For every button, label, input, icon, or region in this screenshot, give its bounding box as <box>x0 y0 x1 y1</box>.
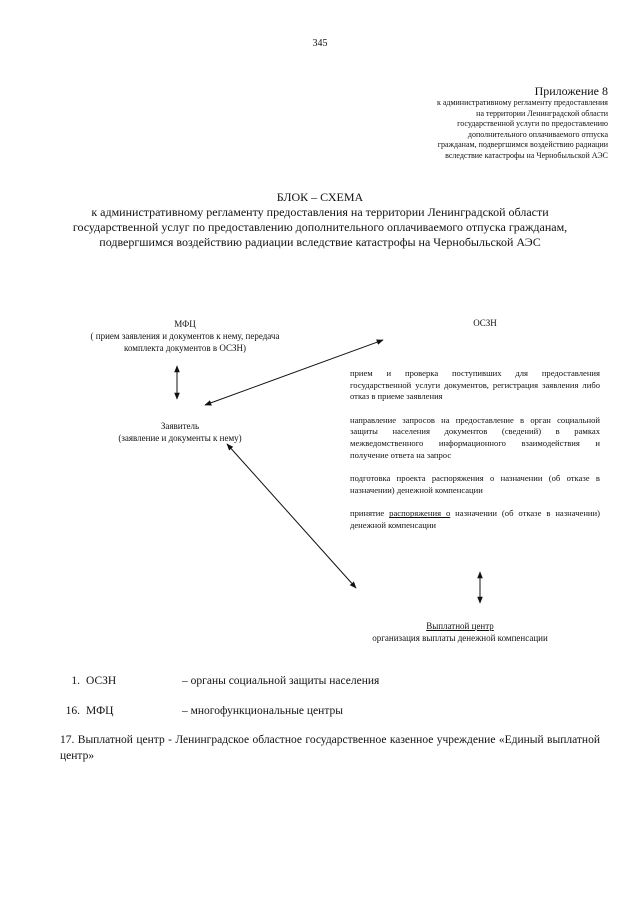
legend-abbr: МФЦ <box>86 705 114 717</box>
mfc-description: ( прием заявления и документов к нему, передача <box>90 331 280 341</box>
appendix-line: гражданам, подвергшимся воздействию радиации <box>437 140 608 149</box>
appendix-line: дополнительного оплачиваемого отпуска <box>467 129 608 139</box>
step-text: направление запросов на предоставление в орган социальной защиты населения документов (сведений) в рамках межведомственного информационного взаимодействия и получение ответа на запрос <box>350 414 600 460</box>
step-4-underlined: распоряжения о <box>389 508 451 519</box>
appendix-line: вследствие катастрофы на Чернобыльской АЭС <box>445 150 608 160</box>
applicant-label: Заявитель <box>160 421 200 431</box>
legend-item-mfc <box>60 703 600 719</box>
appendix-title: Приложение 8 <box>534 84 608 98</box>
payment-center-description: организация выплаты денежной компенсации <box>372 633 548 643</box>
legend-number: 16. <box>65 705 80 717</box>
page-number: 345 <box>312 38 328 49</box>
arrow-applicant-payment <box>227 444 356 588</box>
legend-abbr: ОСЗН <box>86 675 117 687</box>
osn-label: ОСЗН <box>473 318 497 328</box>
legend-item-osn <box>60 673 600 689</box>
step-4-after: назначении (об отказе в назначении) денежной компенсации <box>350 508 600 530</box>
appendix-line: государственной услуги по предоставлению <box>457 119 608 128</box>
step-text: подготовка проекта распоряжения о назначении (об отказе в назначении) денежной компенсации <box>350 473 600 495</box>
title-heading: БЛОК – СХЕМА <box>276 190 364 204</box>
legend-number: 1. <box>71 675 80 687</box>
appendix-line: к административному регламенту предоставления <box>436 98 608 107</box>
mfc-label: МФЦ <box>174 319 196 329</box>
appendix-line: на территории Ленинградской области <box>476 108 608 118</box>
legend-item-payment-center: 17. Выплатной центр - Ленинградское областное государственное казенное учреждение «Единый выплатной центр» <box>60 734 600 762</box>
arrow-applicant-osn <box>205 340 383 405</box>
payment-center-label: Выплатной центр <box>426 621 494 631</box>
legend-text: – органы социальной защиты населения <box>182 675 380 687</box>
step-4-before: принятие <box>350 508 390 519</box>
title-line: подвергшимся воздействию радиации вследствие катастрофы на Чернобыльской АЭС <box>99 235 541 249</box>
mfc-description: комплекта документов в ОСЗН) <box>124 343 246 353</box>
title-line: к административному регламенту предоставления на территории Ленинградской области <box>91 205 549 219</box>
step-text: прием и проверка поступивших для предоставления государственной услуги документов, регистрация заявления либо отказ в приеме заявления <box>350 368 600 402</box>
title-line: государственной услуг по предоставлению дополнительного оплачиваемого отпуска гражданам, <box>72 220 568 234</box>
legend-text: – многофункциональные центры <box>182 705 343 717</box>
applicant-description: (заявление и документы к нему) <box>118 433 242 443</box>
